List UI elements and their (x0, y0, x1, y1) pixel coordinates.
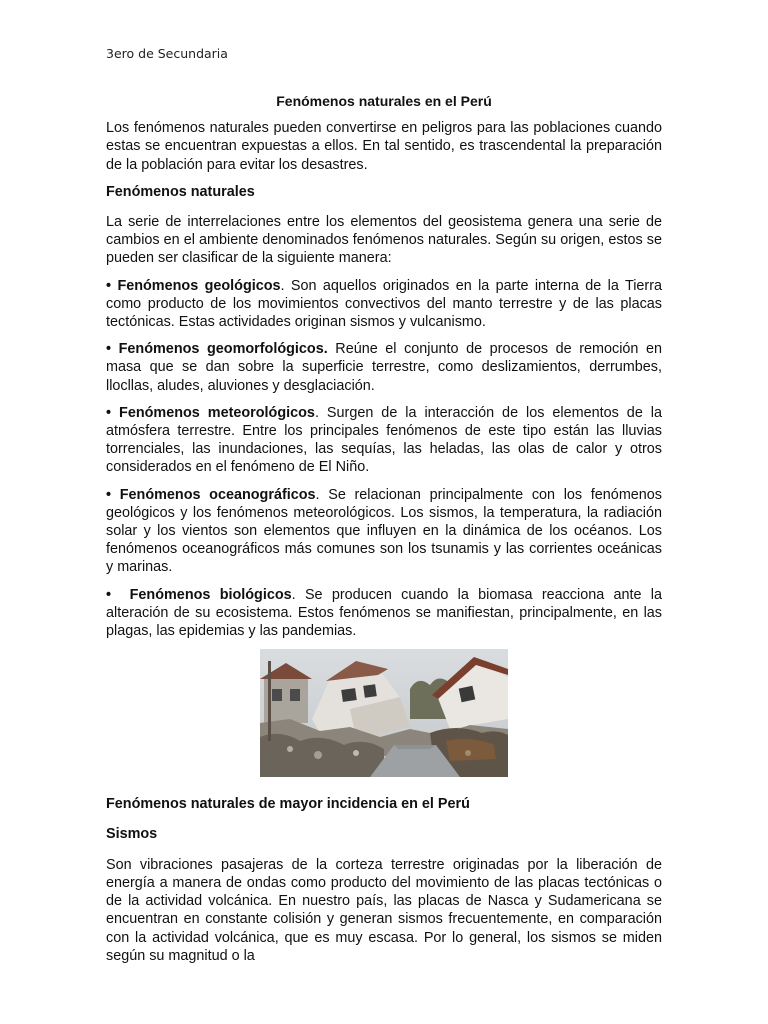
grade-header: 3ero de Secundaria (106, 46, 228, 61)
intro-paragraph: Los fenómenos naturales pueden convertirse en peligros para las poblaciones cuando estas se encuentran expuestas a ellos. En tal sentido, es trascendental la preparación de la población para evitar los desastres. (106, 120, 662, 173)
item-separator: . (280, 277, 285, 294)
earthquake-damage-photo (260, 649, 508, 777)
item-separator: . (291, 586, 296, 603)
section-paragraph: La serie de interrelaciones entre los elementos del geosistema genera una serie de cambios en el ambiente denominados fenómenos naturales. Según su origen, estos se pueden ser clasificar de la siguiente manera: (106, 214, 662, 267)
item-bullet: • (106, 277, 112, 294)
section-heading-major-incidence: Fenómenos naturales de mayor incidencia en el Perú (106, 796, 470, 813)
item-text: Se producen cuando la biomasa reacciona ante la alteración de su ecosistema. Estos fenómenos se manifiestan, principalmente, en las plagas, las epidemias y las pandemias. (106, 586, 663, 640)
list-item (106, 340, 662, 395)
item-text: Son aquellos originados en la parte interna de la Tierra como producto de los movimientos convectivos del manto terrestre y de las placas tectónicas. Estas actividades originan sismos y vulcanismo. (106, 277, 662, 331)
item-term: Fenómenos geológicos (117, 277, 281, 294)
item-term: Fenómenos meteorológicos (119, 404, 315, 421)
list-item (106, 404, 662, 477)
item-bullet: • (106, 486, 112, 503)
list-item (106, 586, 662, 641)
item-bullet: • (106, 586, 112, 603)
section-paragraph: Son vibraciones pasajeras de la corteza terrestre originadas por la liberación de energía a manera de ondas como producto del movimiento de las placas tectónicas o de la actividad volcánica. En nuestro país, las placas de Nasca y Sudamericana se encuentran en constante colisión y generan sismos frecuentemente, en comparación con la actividad volcánica, que es muy escasa. Por lo general, los sismos se miden según su magnitud o la (106, 856, 662, 964)
page-title: Fenómenos naturales en el Perú (276, 93, 492, 109)
section-heading-natural-phenomena: Fenómenos naturales (106, 183, 255, 200)
subsection-heading-earthquakes: Sismos (106, 826, 158, 843)
item-text: Reúne el conjunto de procesos de remoción en masa que se dan sobre la superficie terrestre, como deslizamientos, derrumbes, llocllas, aludes, aluviones y desglaciación. (106, 341, 663, 394)
item-bullet: • (106, 404, 112, 421)
item-text: Surgen de la interacción de los elementos de la atmósfera terrestre. Entre los principales fenómenos de este tipo están las lluvias torrenciales, las inundaciones, las sequías, las heladas, las olas de calor y otros considerados en el fenómeno de El Niño. (106, 404, 663, 476)
item-term: Fenómenos oceanográficos (119, 486, 316, 503)
item-bullet: • (106, 341, 112, 358)
item-separator: . (314, 404, 319, 421)
list-item (106, 486, 662, 577)
item-text: Se relacionan principalmente con los fenómenos geológicos y los fenómenos meteorológicos. Los sismos, la temperatura, la radiación solar y los vientos son elementos que influyen en la dinámica de los océanos. Los fenómenos oceanográficos más comunes son los tsunamis y las corrientes oceánicas y marinas. (106, 486, 663, 576)
list-item (106, 277, 662, 332)
item-separator: . (315, 486, 320, 503)
document-body (106, 92, 662, 974)
item-term: Fenómenos biológicos (129, 586, 292, 603)
item-term: Fenómenos geomorfológicos. (118, 341, 328, 358)
